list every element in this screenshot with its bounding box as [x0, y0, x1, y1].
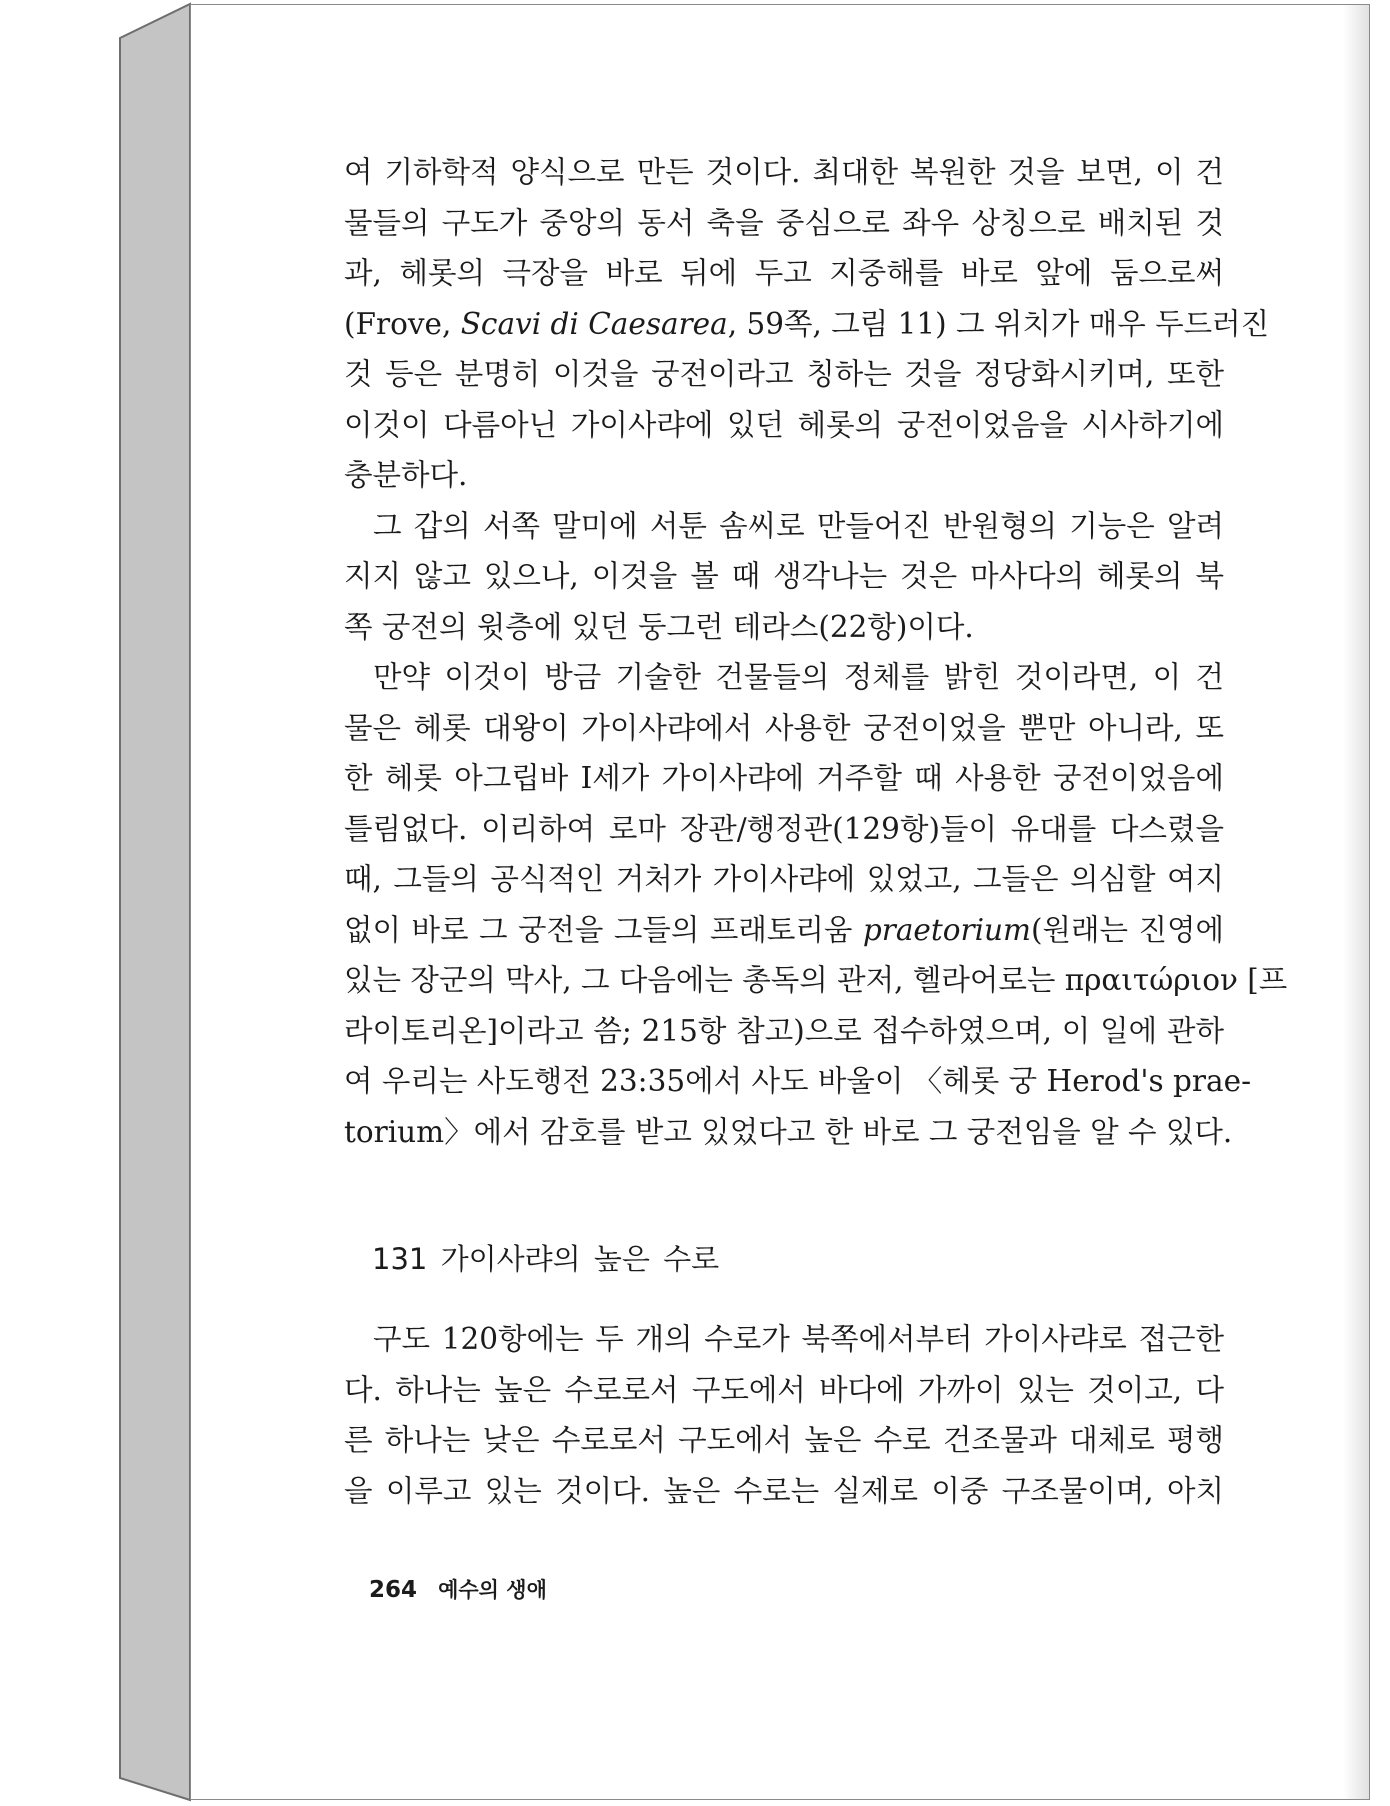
book-page [190, 4, 1370, 1800]
text-line: 만약 이것이 방금 기술한 건물들의 정체를 밝힌 것이라면, 이 건 [373, 660, 1224, 694]
text-line: 이것이 다름아닌 가이사랴에 있던 헤롯의 궁전이었음을 시사하기에 [344, 407, 1224, 442]
text-line: 물들의 구도가 중앙의 동서 축을 중심으로 좌우 상칭으로 배치된 것 [344, 205, 1224, 240]
page-edge-shadow [1343, 5, 1369, 1799]
page-number: 264 [369, 1577, 418, 1603]
text-line: 다. 하나는 높은 수로로서 구도에서 바다에 가까이 있는 것이고, 다 [344, 1372, 1224, 1407]
text-line: 구도 120항에는 두 개의 수로가 북쪽에서부터 가이사랴로 접근한 [373, 1322, 1224, 1356]
text-line: 여 우리는 사도행전 23:35에서 사도 바울이 〈헤롯 궁 Herod's prae- [344, 1064, 1252, 1098]
text-line: 쪽 궁전의 윗층에 있던 둥그런 테라스(22항)이다. [344, 609, 974, 644]
book-spine [0, 0, 200, 1806]
text-line: 여 기하학적 양식으로 만든 것이다. 최대한 복원한 것을 보면, 이 건 [344, 155, 1224, 189]
text-line: torium〉에서 감호를 받고 있었다고 한 바로 그 궁전임을 알 수 있다. [344, 1114, 1233, 1149]
text-line: 충분하다. [344, 458, 468, 492]
text-line: 있는 장군의 막사, 그 다음에는 총독의 관저, 헬라어로는 πραιτώριον [프 [344, 963, 1288, 997]
section-number: 131 [372, 1242, 428, 1276]
body-text-bottom [344, 1314, 1224, 1516]
text-line: 른 하나는 낮은 수로로서 구도에서 높은 수로 건조물과 대체로 평행 [344, 1423, 1224, 1457]
text-line: 라이토리온]이라고 씀; 215항 참고)으로 접수하였으며, 이 일에 관하 [344, 1013, 1224, 1048]
italic-title: Scavi di Caesarea [460, 306, 728, 341]
text-line: 한 헤롯 아그립바 I세가 가이사랴에 거주할 때 사용한 궁전이었음에 [344, 761, 1224, 795]
text-line: 것 등은 분명히 이것을 궁전이라고 칭하는 것을 정당화시키며, 또한 [344, 357, 1224, 391]
text-line: 때, 그들의 공식적인 거처가 가이사랴에 있었고, 그들은 의심할 여지 [344, 862, 1224, 896]
running-title: 예수의 생애 [438, 1578, 547, 1602]
page-footer [369, 1574, 547, 1604]
text-line: 틀림없다. 이리하여 로마 장관/행정관(129항)들이 유대를 다스렸을 [344, 811, 1224, 846]
text-line: 그 갑의 서쪽 말미에 서툰 솜씨로 만들어진 반원형의 기능은 알려 [373, 508, 1224, 543]
text-line: 물은 헤롯 대왕이 가이사랴에서 사용한 궁전이었을 뿐만 아니라, 또 [344, 710, 1224, 745]
section-title: 가이사랴의 높은 수로 [440, 1242, 720, 1276]
section-heading [372, 1237, 719, 1278]
text-line: 지지 않고 있으나, 이것을 볼 때 생각나는 것은 마사다의 헤롯의 북 [344, 559, 1224, 593]
italic-term: praetorium [862, 912, 1032, 947]
body-text-top [344, 147, 1288, 1157]
text-line-with-term: 없이 바로 그 궁전을 그들의 프래토리움 praetorium(원래는 진영에 [344, 912, 1224, 947]
text-line: 을 이루고 있는 것이다. 높은 수로는 실제로 이중 구조물이며, 아치 [344, 1473, 1224, 1508]
text-line-with-citation: (Frove, Scavi di Caesarea, 59쪽, 그림 11) 그 위치가 매우 두드러진 [344, 306, 1270, 341]
text-line: 과, 헤롯의 극장을 바로 뒤에 두고 지중해를 바로 앞에 둠으로써 [344, 256, 1224, 290]
